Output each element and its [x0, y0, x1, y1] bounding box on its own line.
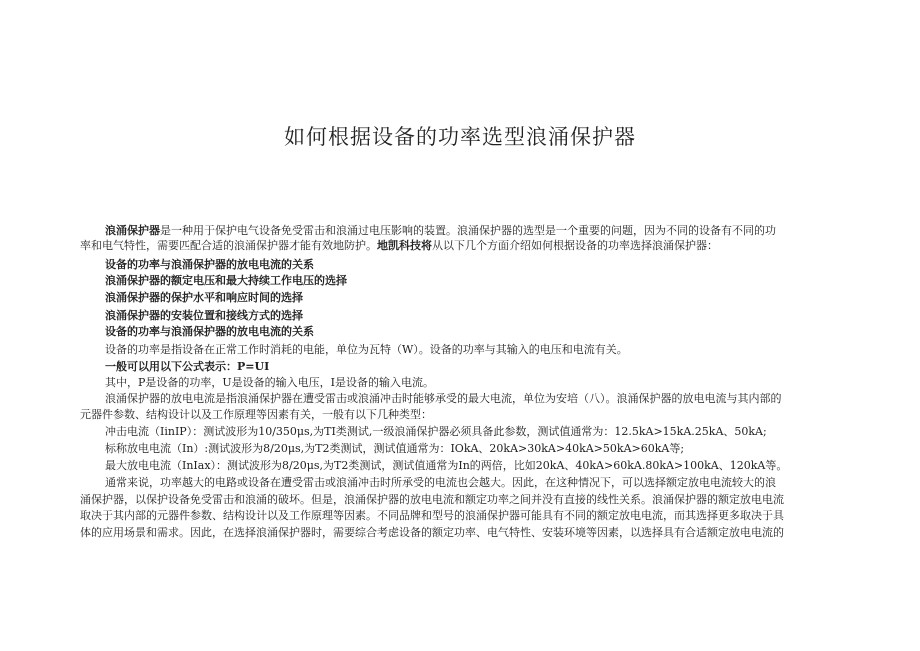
intro-line-1	[105, 224, 776, 237]
max-current-line: 最大放电电流（InIax）：测试波形为8/20μs,为T2类测试，测试值通常为In的两倍，比如20kA、40kA>60kA.80kA>100kA、120kA等。	[105, 459, 788, 472]
formula-explanation: 其中，P是设备的功率，U是设备的输入电压，I是设备的输入电流。	[105, 376, 435, 389]
formula-line: 一般可以用以下公式表示：P=UI	[105, 360, 270, 373]
intro-text-3: 从以下几个方面介绍如何根据设备的功率选择浪涌保护器：	[432, 239, 718, 252]
outline-item: 浪涌保护器的额定电压和最大持续工作电压的选择	[105, 274, 347, 287]
paragraph-line: 涌保护器，以保护设备免受雷击和浪涌的破坏。但是，浪涌保护器的放电电流和额定功率之间并没有直接的线性关系。浪涌保护器的额定放电电流	[80, 493, 784, 506]
intro-text-1: 是一种用于保护电气设备免受雷击和浪涌过电压影响的装置。浪涌保护器的选型是一个重要的问题，因为不同的设备有不同的功	[160, 224, 776, 237]
section-heading: 设备的功率与浪涌保护器的放电电流的关系	[105, 325, 314, 338]
impulse-current-line: 冲击电流（IinIP）：测试波形为10/350μs,为TI类测试,一级浪涌保护器必须具备此参数，测试值通常为：12.5kA>15kA.25kA、50kA;	[105, 425, 767, 438]
intro-text-2: 率和电气特性，需要匹配合适的浪涌保护器才能有效地防护。	[80, 239, 377, 252]
paragraph-line: 体的应用场景和需求。因此，在选择浪涌保护器时，需要综合考虑设备的额定功率、电气特性、安装环境等因素，以选择具有合适额定放电电流的	[80, 526, 784, 539]
discharge-line-2: 元器件参数、结构设计以及工作原理等因素有关，一般有以下几种类型：	[80, 408, 432, 421]
page-title: 如何根据设备的功率选型浪涌保护器	[284, 125, 636, 149]
outline-item: 浪涌保护器的保护水平和响应时间的选择	[105, 291, 303, 304]
keyword-surge-protector: 浪涌保护器	[105, 224, 160, 237]
paragraph-line: 通常来说，功率越大的电路或设备在遭受雷击或浪涌冲击时所承受的电流也会越大。因此，在这种情况下，可以选择额定放电电流较大的浪	[105, 476, 776, 489]
power-definition: 设备的功率是指设备在正常工作时消耗的电能，单位为瓦特（W）。设备的功率与其输入的电压和电流有关。	[105, 343, 628, 356]
nominal-current-line: 标称放电电流（In）:测试波形为8/20μs,为T2类测试，测试值通常为：IOkA、20kA>30kA>40kA>50kA>60kA等;	[105, 442, 685, 455]
intro-line-2	[80, 239, 718, 252]
paragraph-line: 取决于其内部的元器件参数、结构设计以及工作原理等因素。不同品牌和型号的浪涌保护器可能具有不同的额定放电电流，而其选择更多取决于具	[80, 509, 784, 522]
discharge-line-1: 浪涌保护器的放电电流是指浪涌保护器在遭受雷击或浪涌冲击时能够承受的最大电流，单位为安培（八）。浪涌保护器的放电电流与其内部的	[105, 392, 782, 405]
outline-item: 设备的功率与浪涌保护器的放电电流的关系	[105, 258, 314, 271]
keyword-company: 地凯科技将	[377, 239, 432, 252]
outline-item: 浪涌保护器的安装位置和接线方式的选择	[105, 309, 303, 322]
